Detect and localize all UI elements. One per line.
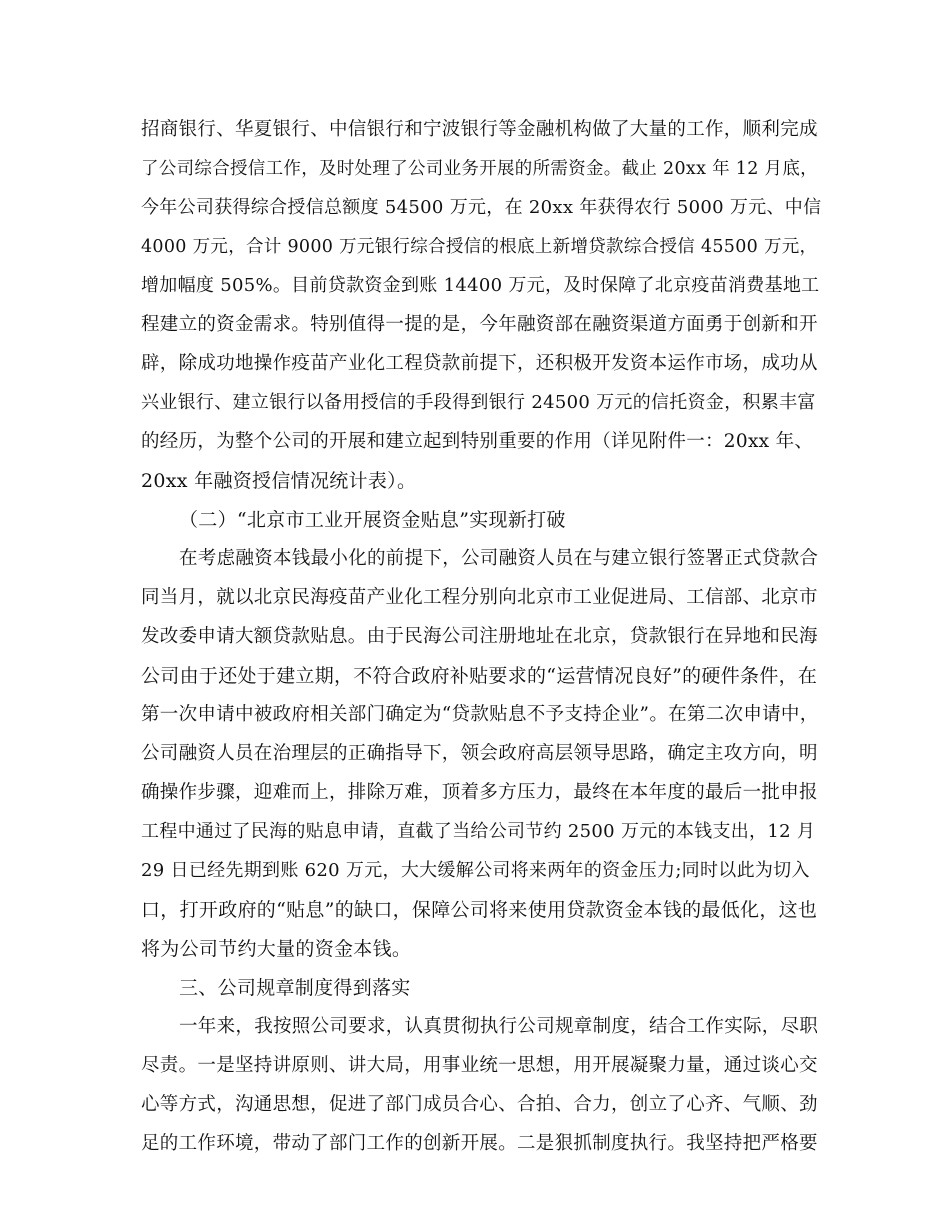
section-heading: 三、公司规章制度得到落实 bbox=[179, 977, 411, 999]
text-line: 将为公司节约大量的资金本钱。 bbox=[141, 938, 412, 960]
text-line: 工程中通过了民海的贴息申请，直截了当给公司节约 2500 万元的本钱支出，12 月 bbox=[141, 821, 816, 842]
text-line: 第一次申请中被政府相关部门确定为“贷款贴息不予支持企业”。在第二次申请中， bbox=[141, 704, 819, 725]
section-heading: （二）“北京市工业开展资金贴息”实现新打破 bbox=[179, 509, 566, 531]
text-line: 辟，除成功地操作疫苗产业化工程贷款前提下，还积极开发资本运作市场，成功从 bbox=[141, 353, 818, 374]
text-line: 心等方式，沟通思想，促进了部门成员合心、合拍、合力，创立了心齐、气顺、劲 bbox=[141, 1094, 818, 1115]
text-line: 兴业银行、建立银行以备用授信的手段得到银行 24500 万元的信托资金，积累丰富 bbox=[141, 392, 816, 413]
text-line: 今年公司获得综合授信总额度 54500 万元，在 20xx 年获得农行 5000 万元、中信 bbox=[141, 197, 822, 218]
text-line: 29 日已经先期到账 620 万元，大大缓解公司将来两年的资金压力;同时以此为切入 bbox=[141, 860, 810, 881]
text-line: 公司由于还处于建立期，不符合政府补贴要求的“运营情况良好”的硬件条件，在 bbox=[141, 665, 818, 687]
text-line: 足的工作环境，带动了部门工作的创新开展。二是狠抓制度执行。我坚持把严格要 bbox=[141, 1133, 818, 1154]
text-line: 程建立的资金需求。特别值得一提的是，今年融资部在融资渠道方面勇于创新和开 bbox=[141, 314, 818, 335]
text-line: 20xx 年融资授信情况统计表）。 bbox=[141, 470, 417, 492]
text-line: 确操作步骤，迎难而上，排除万难，顶着多方压力，最终在本年度的最后一批申报 bbox=[141, 782, 818, 803]
text-line: 发改委申请大额贷款贴息。由于民海公司注册地址在北京，贷款银行在异地和民海 bbox=[141, 626, 818, 647]
text-line: 在考虑融资本钱最小化的前提下，公司融资人员在与建立银行签署正式贷款合 bbox=[179, 548, 819, 569]
text-line: 同当月，就以北京民海疫苗产业化工程分别向北京市工业促进局、工信部、北京市 bbox=[141, 587, 818, 608]
text-line: 一年来，我按照公司要求，认真贯彻执行公司规章制度，结合工作实际，尽职 bbox=[179, 1016, 819, 1037]
text-line: 了公司综合授信工作，及时处理了公司业务开展的所需资金。截止 20xx 年 12 月底， bbox=[141, 159, 818, 179]
text-line: 4000 万元，合计 9000 万元银行综合授信的根底上新增贷款综合授信 45500 万元， bbox=[141, 237, 818, 257]
text-line: 的经历，为整个公司的开展和建立起到特别重要的作用（详见附件一：20xx 年、 bbox=[141, 431, 814, 452]
text-line: 增加幅度 505%。目前贷款资金到账 14400 万元，及时保障了北京疫苗消费基地工 bbox=[141, 275, 820, 296]
text-line: 公司融资人员在治理层的正确指导下，领会政府高层领导思路，确定主攻方向，明 bbox=[141, 743, 818, 764]
text-line: 口，打开政府的“贴息”的缺口，保障公司将来使用贷款资金本钱的最低化，这也 bbox=[141, 899, 818, 921]
text-line: 招商银行、华夏银行、中信银行和宁波银行等金融机构做了大量的工作，顺利完成 bbox=[141, 119, 818, 140]
text-line: 尽责。一是坚持讲原则、讲大局，用事业统一思想，用开展凝聚力量，通过谈心交 bbox=[141, 1055, 818, 1076]
